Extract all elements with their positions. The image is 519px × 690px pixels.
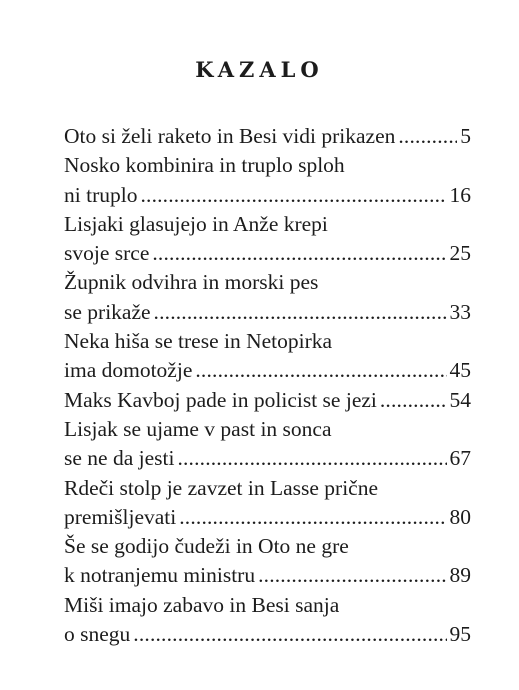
dot-leader bbox=[152, 239, 446, 268]
toc-entry-title-continued: ni truplo bbox=[64, 182, 138, 207]
toc-page-number: 80 bbox=[449, 504, 471, 529]
toc-entry-title: Oto si želi raketo in Besi vidi prikazen bbox=[64, 124, 396, 148]
toc-entry-title: Maks Kavboj pade in policist se jezi bbox=[64, 387, 377, 412]
toc-entry-title-continued: se prikaže bbox=[64, 299, 151, 324]
toc-entry-title-continued: o snegu bbox=[64, 622, 131, 647]
dot-leader bbox=[140, 181, 446, 210]
toc-entry[interactable] bbox=[64, 532, 471, 591]
toc-page-number: 5 bbox=[460, 124, 471, 148]
toc-entry-title: Župnik odvihra in morski pes bbox=[64, 270, 319, 295]
page-title: KAZALO bbox=[195, 57, 324, 83]
toc-entry-title-continued: ima domotožje bbox=[64, 358, 193, 383]
toc-entry[interactable] bbox=[64, 210, 471, 269]
toc-page-number: 67 bbox=[449, 446, 471, 471]
dot-leader bbox=[380, 386, 447, 415]
toc-entry-title: Nosko kombinira in truplo sploh bbox=[64, 153, 345, 178]
dot-leader bbox=[133, 620, 446, 649]
toc-entry[interactable] bbox=[64, 122, 471, 151]
toc-entry[interactable] bbox=[64, 386, 471, 415]
dot-leader bbox=[179, 503, 446, 532]
toc-page-number: 45 bbox=[449, 358, 471, 383]
toc-page-number: 89 bbox=[449, 563, 471, 588]
toc-entry-title-continued: svoje srce bbox=[64, 241, 150, 266]
toc-entry-title-continued: se ne da jesti bbox=[64, 446, 175, 471]
toc-entry-title: Neka hiša se trese in Netopirka bbox=[64, 329, 333, 354]
toc-entry[interactable] bbox=[64, 151, 471, 210]
toc-entry-title: Miši imajo zabavo in Besi sanja bbox=[64, 592, 340, 617]
dot-leader bbox=[177, 444, 446, 473]
toc-entry[interactable] bbox=[64, 268, 471, 327]
toc-entry[interactable] bbox=[64, 591, 471, 650]
toc-entry-title-continued: k notranjemu ministru bbox=[64, 563, 256, 588]
table-of-contents bbox=[64, 122, 471, 649]
dot-leader bbox=[258, 561, 446, 590]
toc-entry[interactable] bbox=[64, 327, 471, 386]
toc-entry-title: Lisjak se ujame v past in sonca bbox=[64, 416, 332, 441]
dot-leader bbox=[154, 298, 447, 327]
toc-page-number: 16 bbox=[449, 182, 471, 207]
toc-page-number: 33 bbox=[449, 299, 471, 324]
toc-entry-title-continued: premišljevati bbox=[64, 504, 177, 529]
toc-entry[interactable] bbox=[64, 474, 471, 533]
toc-entry-title: Še se godijo čudeži in Oto ne gre bbox=[64, 534, 349, 559]
toc-entry[interactable] bbox=[64, 415, 471, 474]
toc-page-number: 54 bbox=[449, 387, 471, 412]
dot-leader bbox=[195, 356, 446, 385]
dot-leader bbox=[398, 122, 457, 151]
toc-entry-title: Lisjaki glasujejo in Anže krepi bbox=[64, 211, 328, 236]
toc-page-number: 95 bbox=[449, 622, 471, 647]
toc-page-number: 25 bbox=[449, 241, 471, 266]
toc-entry-title: Rdeči stolp je zavzet in Lasse prične bbox=[64, 475, 379, 500]
